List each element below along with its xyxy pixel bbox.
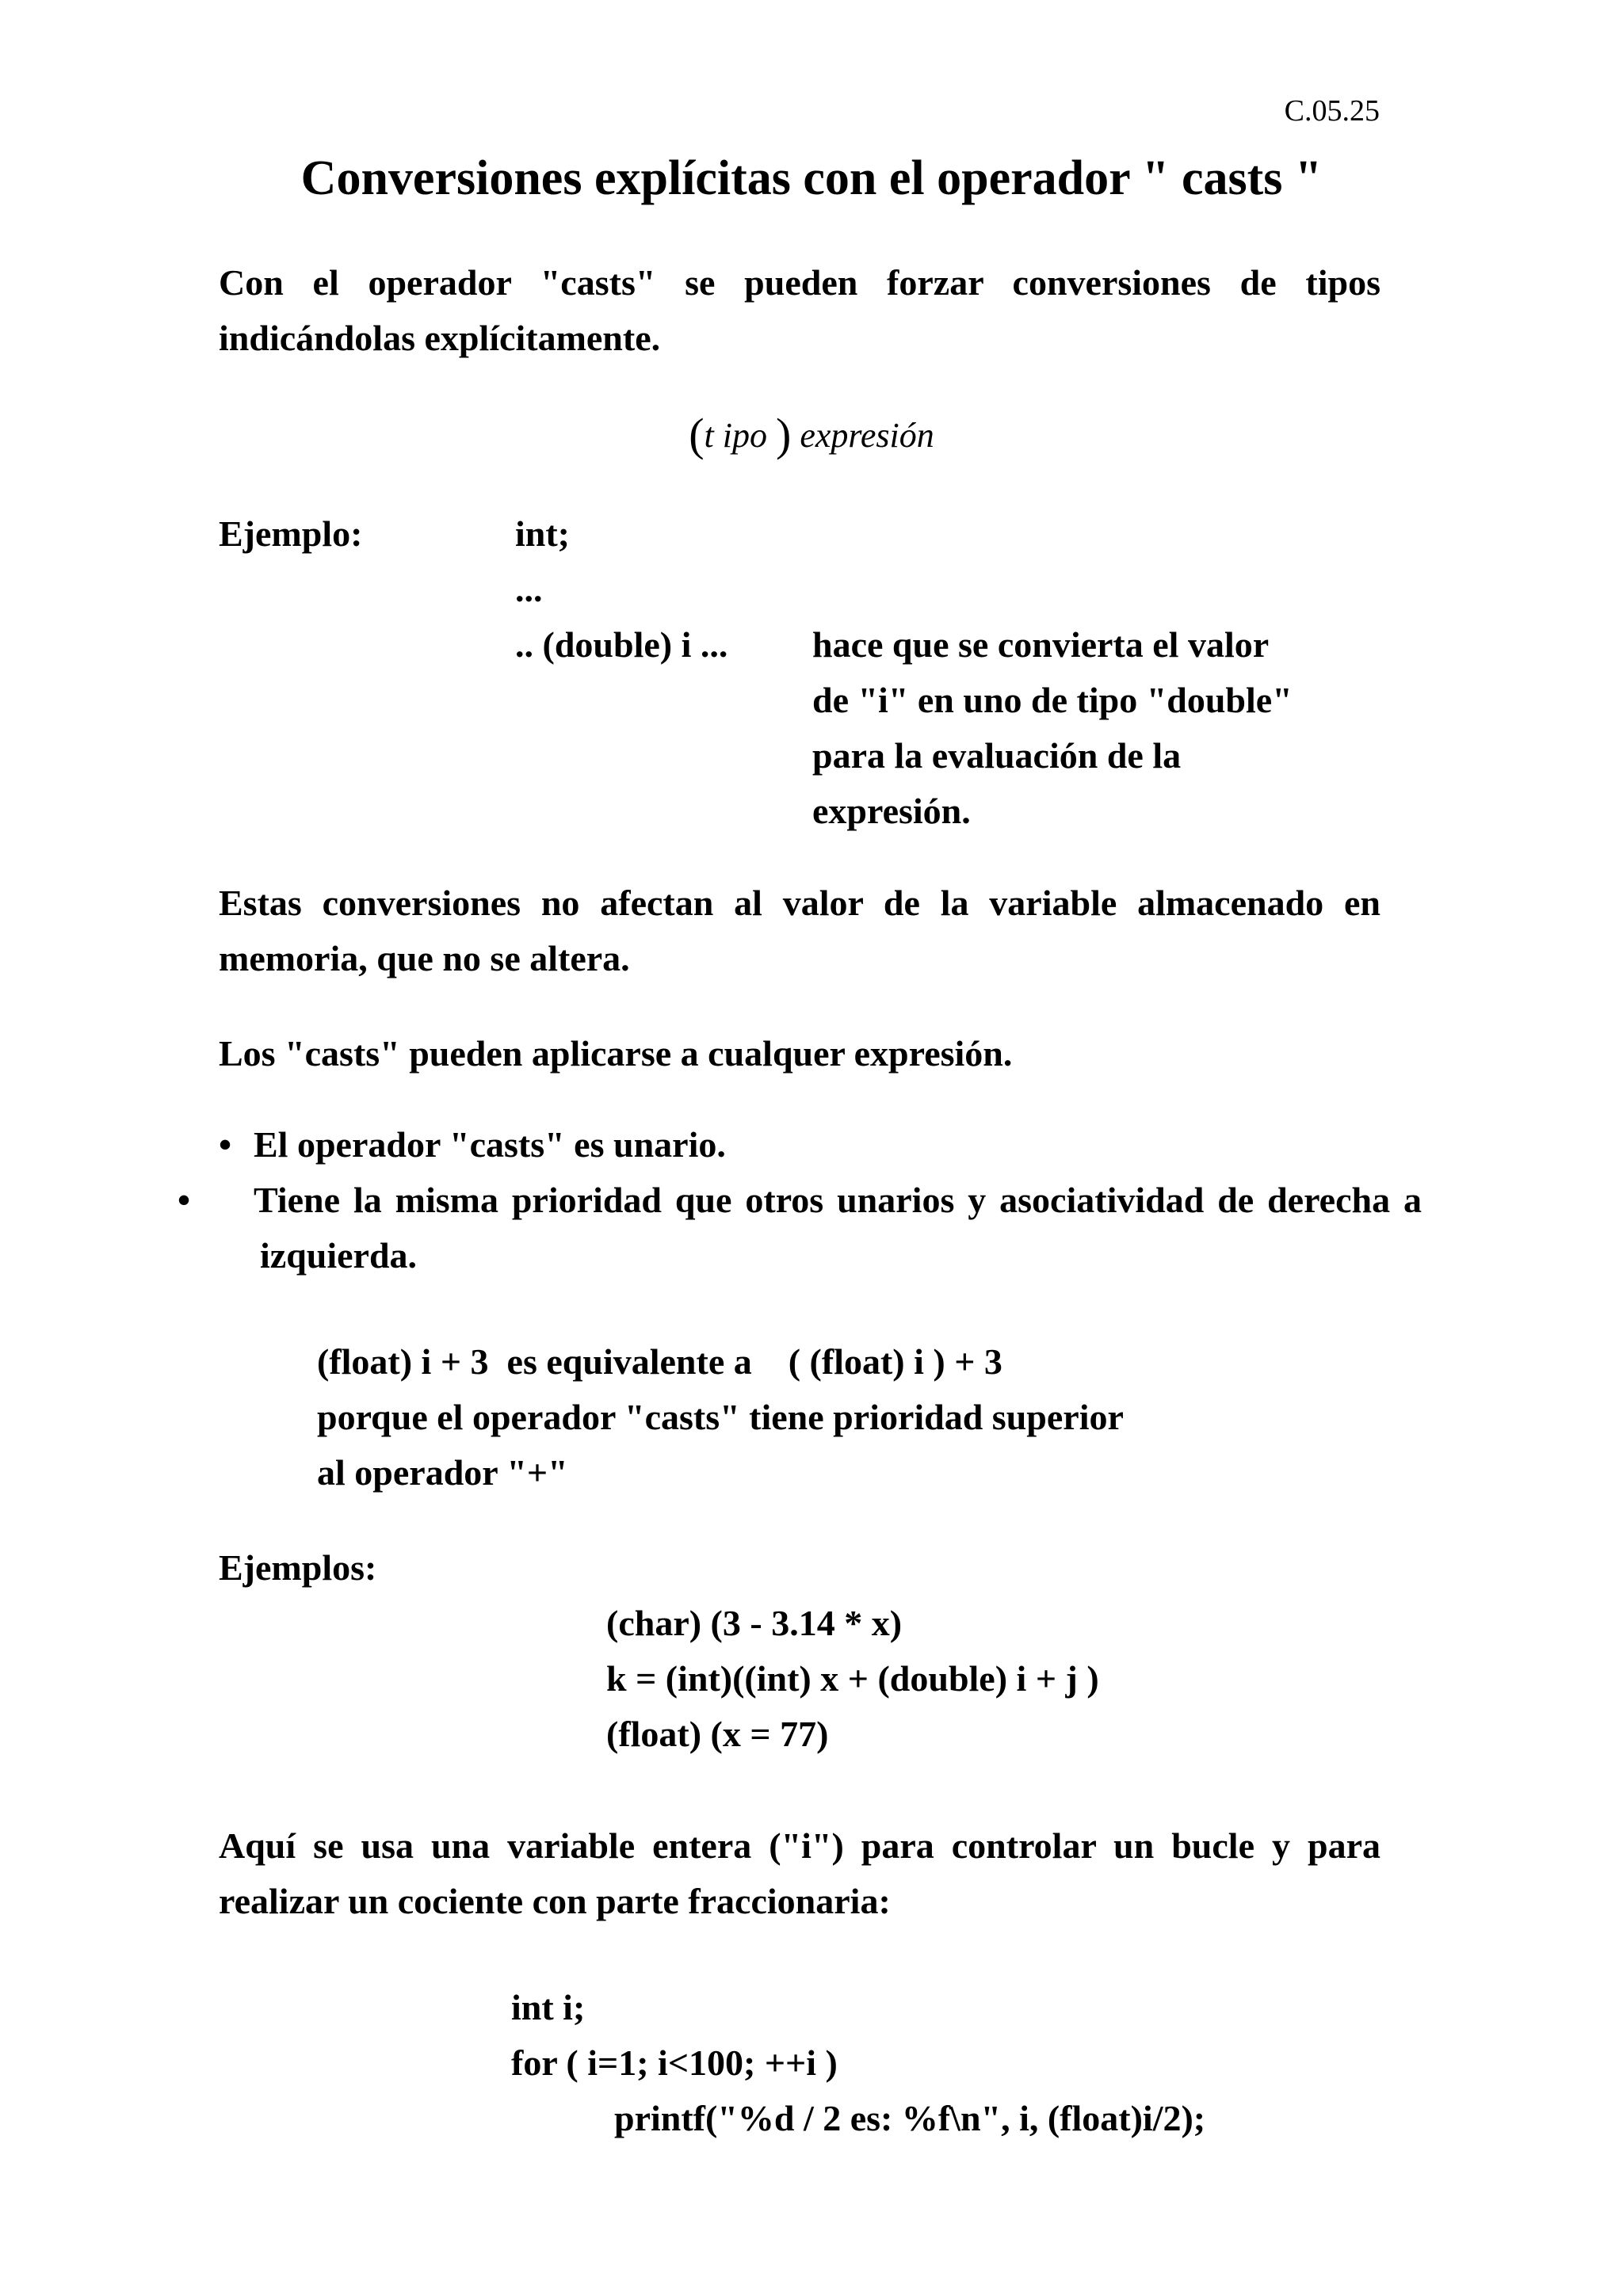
example-code-line: int; — [515, 513, 570, 554]
bullet-text: El operador "casts" es unario. — [254, 1124, 726, 1165]
equivalence-line: (float) i + 3 es equivalente a ( (float) i ) + 3 — [317, 1341, 1002, 1382]
example-code-line: .. (double) i ... — [515, 624, 728, 665]
examples-label: Ejemplos: — [219, 1547, 377, 1588]
example-code-line: ... — [515, 569, 543, 609]
example-explanation-line: para la evaluación de la — [812, 735, 1182, 776]
bullet-item — [219, 1117, 1381, 1173]
cast-syntax-formula — [0, 408, 1623, 461]
loop-code-line: int i; — [511, 1987, 586, 2027]
example-expression: k = (int)((int) x + (double) i + j ) — [606, 1658, 1099, 1699]
bullet-marker: • — [178, 1180, 191, 1220]
loop-code-line: for ( i=1; i<100; ++i ) — [511, 2042, 838, 2083]
equivalence-line: porque el operador "casts" tiene prioridad superior — [317, 1397, 1124, 1437]
formula-open-paren: ( — [689, 409, 705, 460]
any-expression-paragraph: Los "casts" pueden aplicarse a cualquer expresión. — [219, 1033, 1013, 1074]
example-expression: (char) (3 - 3.14 * x) — [606, 1603, 903, 1643]
page-code: C.05.25 — [1284, 94, 1380, 128]
example-label: Ejemplo: — [219, 513, 363, 554]
bullet-marker: • — [219, 1124, 232, 1165]
memory-paragraph: Estas conversiones no afectan al valor de la variable almacenado en memoria, que no se altera. — [219, 883, 1381, 978]
bullet-item — [178, 1173, 1422, 1283]
example-explanation-line: expresión. — [812, 791, 971, 831]
equivalence-line: al operador "+" — [317, 1452, 568, 1493]
formula-close-paren: ) — [776, 409, 792, 460]
example-expression: (float) (x = 77) — [606, 1714, 829, 1754]
loop-paragraph: Aquí se usa una variable entera ("i") para controlar un bucle y para realizar un cociente con parte fraccionaria: — [219, 1825, 1381, 1921]
bullet-text: Tiene la misma prioridad que otros unarios y asociatividad de derecha a izquierda. — [254, 1180, 1422, 1276]
loop-code-line: printf("%d / 2 es: %f\n", i, (float)i/2); — [614, 2098, 1206, 2138]
formula-type: t ipo — [704, 416, 767, 455]
page-title: Conversiones explícitas con el operador " casts " — [300, 151, 1323, 205]
example-explanation-line: hace que se convierta el valor — [812, 624, 1270, 665]
example-explanation-line: de "i" en uno de tipo "double" — [812, 680, 1293, 720]
intro-paragraph: Con el operador "casts" se pueden forzar conversiones de tipos indicándolas explícitamente. — [219, 262, 1381, 358]
formula-expression: expresión — [791, 416, 934, 455]
